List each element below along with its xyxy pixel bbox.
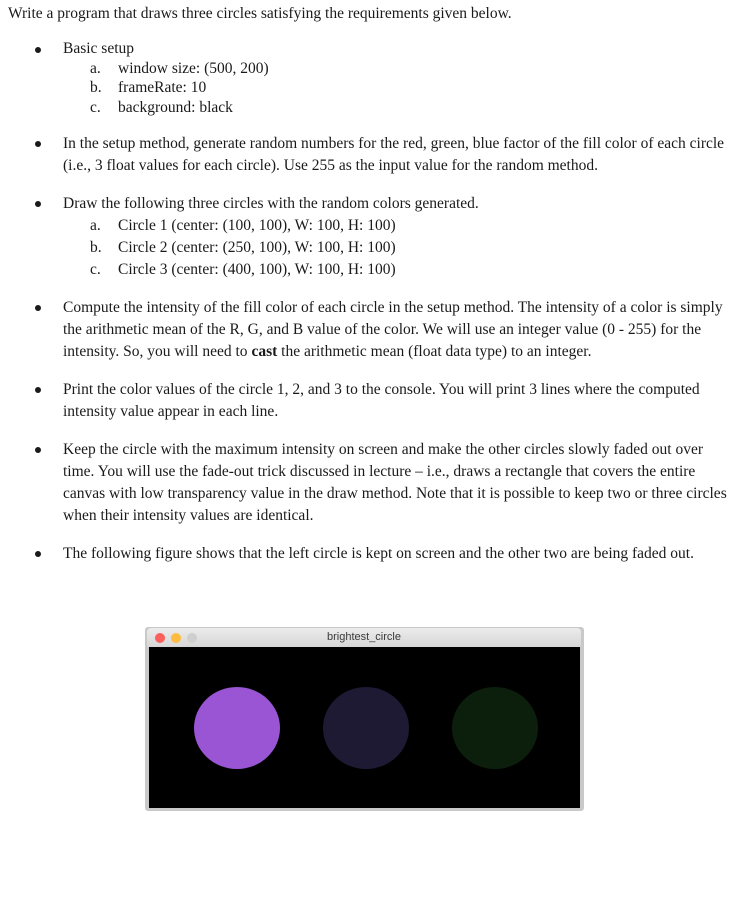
sketch-window-figure bbox=[145, 627, 584, 811]
random-colors-text: In the setup method, generate random numbers for the red, green, blue factor of the fill color of each circle (i.e., 3 float values for each circle). Use 255 as the input value for the random method. bbox=[63, 135, 725, 174]
sub-item bbox=[63, 237, 727, 259]
bullet-basic-setup bbox=[0, 39, 741, 117]
bullet-dot bbox=[35, 47, 41, 53]
bullet-print-values bbox=[0, 379, 741, 423]
sub-item-text: background: black bbox=[118, 98, 233, 116]
circle-2 bbox=[323, 687, 409, 769]
bullet-dot bbox=[35, 387, 41, 393]
sub-item-text: Circle 3 (center: (400, 100), W: 100, H: 100) bbox=[118, 261, 396, 278]
sub-item-text: Circle 2 (center: (250, 100), W: 100, H: 100) bbox=[118, 239, 396, 256]
sub-item bbox=[63, 215, 727, 237]
sub-item-letter: c. bbox=[90, 98, 101, 116]
circle-1 bbox=[194, 687, 280, 769]
bullet-dot bbox=[35, 305, 41, 311]
bullet-intensity bbox=[0, 297, 741, 363]
sub-item-letter: a. bbox=[90, 217, 101, 234]
sketch-canvas bbox=[149, 647, 580, 808]
sub-item-letter: c. bbox=[90, 261, 101, 278]
sub-item-letter: a. bbox=[90, 59, 101, 77]
basic-setup-sublist bbox=[63, 59, 727, 118]
sub-item-text: frameRate: 10 bbox=[118, 79, 207, 96]
circle-3 bbox=[452, 687, 538, 769]
intro-text: Write a program that draws three circles satisfying the requirements given below. bbox=[8, 5, 512, 22]
sub-item-text: window size: (500, 200) bbox=[118, 59, 269, 77]
requirements-list bbox=[0, 39, 741, 581]
keep-max-text: Keep the circle with the maximum intensity on screen and make the other circles slowly faded out over time. You will use the fade-out trick discussed in lecture – i.e., draws a rectangle that covers the entire canvas with low transparency value in the draw method. Note that it is possible to keep two or three circles when their intensity values are identical. bbox=[63, 441, 727, 524]
bullet-random-colors bbox=[0, 133, 741, 177]
figure-caption-text: The following figure shows that the left circle is kept on screen and the other two are being faded out. bbox=[63, 545, 694, 562]
bullet-keep-max bbox=[0, 439, 741, 527]
draw-circles-heading: Draw the following three circles with the random colors generated. bbox=[63, 195, 479, 212]
print-values-text: Print the color values of the circle 1, 2, and 3 to the console. You will print 3 lines where the computed intensity value appear in each line. bbox=[63, 381, 700, 420]
intensity-text-bold: cast bbox=[251, 343, 278, 360]
sub-item-letter: b. bbox=[90, 79, 102, 96]
bullet-figure-caption bbox=[0, 543, 741, 565]
sub-item bbox=[63, 98, 727, 118]
basic-setup-heading: Basic setup bbox=[63, 40, 135, 57]
intensity-text bbox=[63, 297, 727, 363]
bullet-dot bbox=[35, 141, 41, 147]
window-titlebar bbox=[147, 628, 581, 647]
sub-item-letter: b. bbox=[90, 239, 102, 256]
window-title: brightest_circle bbox=[327, 631, 401, 643]
bullet-dot bbox=[35, 447, 41, 453]
draw-circles-sublist bbox=[63, 215, 727, 281]
sub-item bbox=[63, 259, 727, 281]
bullet-dot bbox=[35, 551, 41, 557]
bullet-draw-circles bbox=[0, 193, 741, 281]
intensity-text-before: Compute the intensity of the fill color of each circle in the setup method. The intensity of a color is simply the arithmetic mean of the R, G, and B value of the color. We will use an integer value (0 - 255) for the intensity. So, you will need to bbox=[63, 299, 723, 360]
sub-item bbox=[63, 78, 727, 98]
sub-item bbox=[63, 59, 727, 79]
bullet-dot bbox=[35, 201, 41, 207]
sub-item-text: Circle 1 (center: (100, 100), W: 100, H: 100) bbox=[118, 217, 396, 234]
intensity-text-after: the arithmetic mean (float data type) to an integer. bbox=[277, 343, 592, 360]
